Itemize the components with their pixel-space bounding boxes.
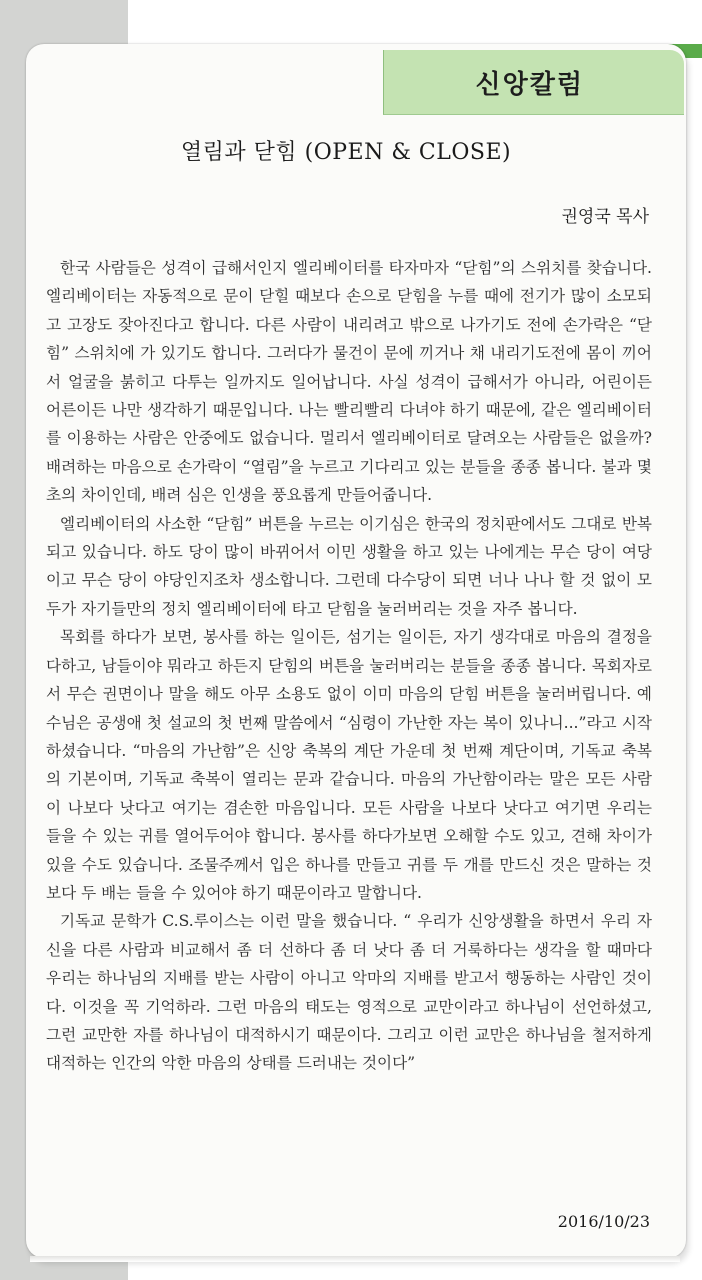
article-author: 권영국 목사: [561, 207, 649, 227]
section-label: 신앙칼럼: [475, 70, 584, 100]
paragraph: 한국 사람들은 성격이 급해서인지 엘리베이터를 타자마자 “닫힘”의 스위치를 찾습니다. 엘리베이터는 자동적으로 문이 닫힐 때보다 손으로 닫힘을 누를 때에 전기가 많이 소모되고 고장도 잦아진다고 합니다. 다른 사람이 내리려고 밖으로 나가기도 전에 손가락은 “닫힘” 스위치에 가 있기도 합니다. 그러다가 물건이 문에 끼거나 채 내리기도전에 몸이 끼어서 얼굴을 붉히고 다투는 일까지도 일어납니다. 사실 성격이 급해서가 아니라, 어린이든 어른이든 나만 생각하기 때문입니다. 나는 빨리빨리 다녀야 하기 때문에, 같은 엘리베이터를 이용하는 사람은 안중에도 없습니다. 멀리서 엘리베이터로 달려오는 사람들은 없을까? 배려하는 마음으로 손가락이 “열림”을 누르고 기다리고 있는 분들을 종종 봅니다. 불과 몇 초의 차이인데, 배려 심은 인생을 풍요롭게 만들어줍니다.: [46, 259, 652, 505]
article-title: 열림과 닫힘 (OPEN & CLOSE): [180, 140, 512, 165]
card-shadow: [30, 1256, 680, 1262]
paragraph: 목회를 하다가 보면, 봉사를 하는 일이든, 섬기는 일이든, 자기 생각대로 마음의 결정을 다하고, 남들이야 뭐라고 하든지 닫힘의 버튼을 눌러버리는 분들을 종종 봅니다. 목회자로서 무슨 권면이나 말을 해도 아무 소용도 없이 이미 마음의 닫힘 버튼을 눌러버립니다. 예수님은 공생애 첫 설교의 첫 번째 말씀에서 “심령이 가난한 자는 복이 있나니...”라고 시작하셨습니다. “마음의 가난함”은 신앙 축복의 계단 가운데 첫 번째 계단이며, 기독교 축복의 기본이며, 기독교 축복이 열리는 문과 같습니다. 마음의 가난함이라는 말은 모든 사람이 나보다 낫다고 여기는 겸손한 마음입니다. 모든 사람을 나보다 낫다고 여기면 우리는 들을 수 있는 귀를 열어두어야 합니다. 봉사를 하다가보면 오해할 수도 있고, 견해 차이가 있을 수도 있습니다. 조물주께서 입은 하나를 만들고 귀를 두 개를 만드신 것은 말하는 것보다 두 배는 들을 수 있어야 하기 때문이라고 말합니다.: [46, 628, 652, 902]
paragraph: 기독교 문학가 C.S.루이스는 이런 말을 했습니다. “ 우리가 신앙생활을 하면서 우리 자신을 다른 사람과 비교해서 좀 더 선하다 좀 더 낫다 좀 더 거룩하다는 생각을 할 때마다 우리는 하나님의 지배를 받는 사람이 아니고 악마의 지배를 받고서 행동하는 사람인 것이다. 이것을 꼭 기억하라. 그런 마음의 태도는 영적으로 교만이라고 하나님이 선언하셨고, 그런 교만한 자를 하나님이 대적하시기 때문이다. 그리고 이런 교만은 하나님을 철저하게 대적하는 인간의 악한 마음의 상태를 드러내는 것이다”: [46, 912, 652, 1073]
article-date: 2016/10/23: [557, 1212, 650, 1231]
article-body: [46, 254, 652, 1078]
paragraph: 엘리베이터의 사소한 “닫힘” 버튼을 누르는 이기심은 한국의 정치판에서도 그대로 반복되고 있습니다. 하도 당이 많이 바뀌어서 이민 생활을 하고 있는 나에게는 무슨 당이 여당이고 무슨 당이 야당인지조차 생소합니다. 그런데 다수당이 되면 너나 나나 할 것 없이 모두가 자기들만의 정치 엘리베이터에 타고 닫힘을 눌러버리는 것을 자주 봅니다.: [46, 514, 652, 618]
